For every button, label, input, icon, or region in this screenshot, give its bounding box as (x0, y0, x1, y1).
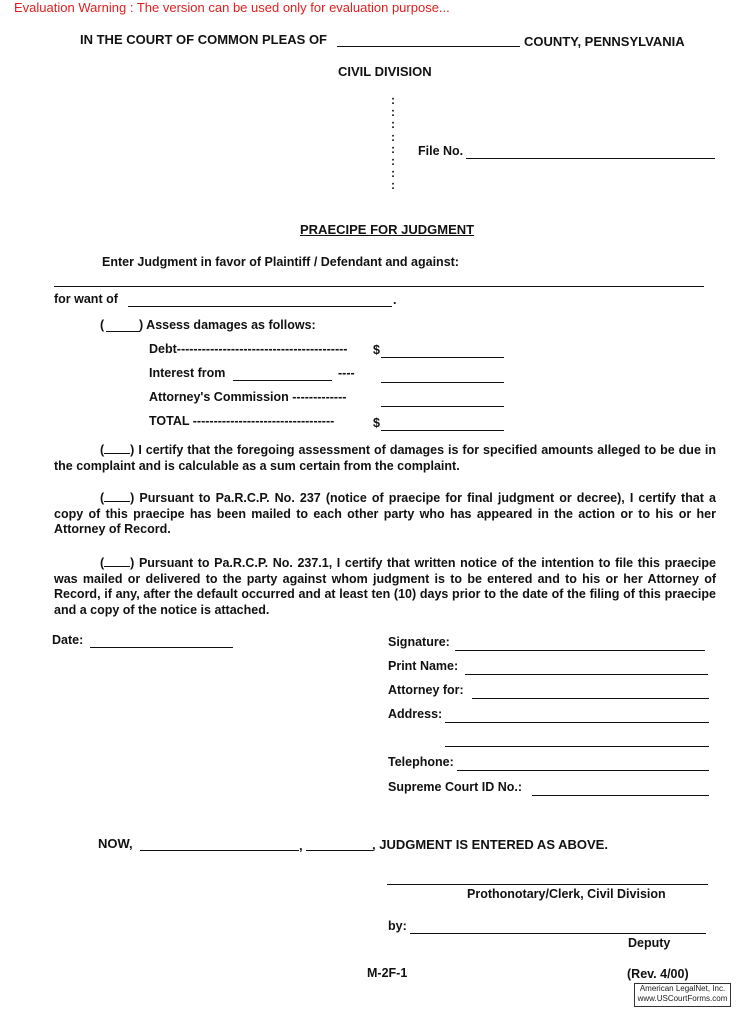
address-line-2-field[interactable] (445, 746, 709, 747)
debt-amount-field[interactable] (381, 357, 504, 358)
date-label: Date: (52, 633, 84, 647)
signature-label: Signature: (388, 635, 450, 649)
prothonotary-label: Prothonotary/Clerk, Civil Division (467, 887, 666, 901)
address-line-1-field[interactable] (445, 722, 709, 723)
county-name-field[interactable] (337, 46, 520, 47)
attorney-commission-amount-field[interactable] (381, 406, 504, 407)
rule-237-1-text: ) Pursuant to Pa.R.C.P. No. 237.1, I certify that written notice of the intention to file this praecipe was mailed or delivered to the party against whom judgment is to be entered and to his or her Attorney of Record, if any, after the default occurred and at least ten (10) days prior to the date of the filing of this praecipe and a copy of the notice is attached. (54, 556, 716, 617)
judgment-day-field[interactable] (140, 850, 299, 851)
address-label: Address: (388, 707, 443, 721)
caption-colons: : : : : : : : : (391, 93, 395, 193)
court-suffix: COUNTY, PENNSYLVANIA (524, 34, 685, 49)
telephone-label: Telephone: (388, 755, 454, 769)
interest-amount-field[interactable] (381, 382, 504, 383)
badge-line-2: www.USCourtForms.com (637, 994, 728, 1003)
badge-line-1: American LegalNet, Inc. (639, 984, 726, 993)
for-want-of-field[interactable] (128, 306, 392, 307)
rule-237-1-paragraph (54, 555, 716, 618)
attorney-for-field[interactable] (472, 698, 709, 699)
certify-checkbox[interactable] (104, 442, 130, 454)
assess-damages-label: ) Assess damages as follows: (139, 318, 316, 332)
evaluation-warning: Evaluation Warning : The version can be used only for evaluation purpose... (14, 0, 450, 15)
supreme-court-id-field[interactable] (532, 795, 709, 796)
for-want-of-period: . (393, 293, 397, 307)
civil-division-heading: CIVIL DIVISION (338, 64, 432, 79)
rule-237-paragraph (54, 490, 716, 538)
american-legalnet-badge (634, 983, 731, 1007)
total-dollar-sign: $ (373, 416, 380, 430)
assess-open-paren: ( (100, 318, 105, 332)
rule-237-1-checkbox[interactable] (104, 555, 130, 567)
assess-damages-checkbox[interactable] (106, 331, 140, 332)
total-label: TOTAL ---------------------------------- (149, 414, 335, 428)
certify-paragraph (54, 442, 716, 474)
form-number: M-2F-1 (367, 966, 408, 980)
supreme-court-id-label: Supreme Court ID No.: (388, 780, 523, 794)
page-title: PRAECIPE FOR JUDGMENT (300, 222, 475, 237)
judgment-comma: , (299, 838, 303, 853)
date-field[interactable] (90, 647, 233, 648)
certify-text: ) I certify that the foregoing assessment of damages is for specified amounts alleged to be due in the complaint and is calculable as a sum certain from the complaint. (54, 443, 716, 473)
file-no-label: File No. (418, 144, 464, 158)
attorney-commission-label: Attorney's Commission ------------- (149, 390, 347, 404)
telephone-field[interactable] (457, 770, 709, 771)
judgment-month-field[interactable] (306, 850, 373, 851)
rule-237-1-open-paren: ( (100, 556, 105, 570)
certify-open-paren: ( (100, 443, 105, 457)
total-amount-field[interactable] (381, 430, 504, 431)
court-prefix: IN THE COURT OF COMMON PLEAS OF (80, 32, 327, 47)
rule-237-text: ) Pursuant to Pa.R.C.P. No. 237 (notice of praecipe for final judgment or decree), I certify that a copy of this praecipe has been mailed to each other party who has appeared in the action or to his or her Attorney of Record. (54, 491, 716, 536)
for-want-of-label: for want of (54, 292, 118, 306)
by-label: by: (388, 919, 407, 933)
against-party-field[interactable] (54, 286, 704, 287)
prothonotary-signature-field[interactable] (387, 884, 708, 885)
file-no-field[interactable] (466, 158, 715, 159)
interest-from-date-field[interactable] (233, 380, 332, 381)
print-name-field[interactable] (465, 674, 708, 675)
revision-date: (Rev. 4/00) (627, 967, 689, 981)
interest-dashes: ---- (338, 366, 355, 380)
print-name-label: Print Name: (388, 659, 459, 673)
judgment-entered-text: , JUDGMENT IS ENTERED AS ABOVE. (372, 837, 608, 852)
debt-label: Debt----------------------------------------- (149, 342, 348, 356)
rule-237-open-paren: ( (100, 491, 105, 505)
now-label: NOW, (98, 836, 133, 851)
attorney-for-label: Attorney for: (388, 683, 464, 697)
interest-from-label: Interest from (149, 366, 226, 380)
rule-237-checkbox[interactable] (104, 490, 130, 502)
deputy-label: Deputy (628, 936, 671, 950)
by-signature-field[interactable] (410, 933, 706, 934)
debt-dollar-sign: $ (373, 343, 380, 357)
enter-judgment-text: Enter Judgment in favor of Plaintiff / Defendant and against: (102, 255, 459, 269)
signature-field[interactable] (455, 650, 705, 651)
